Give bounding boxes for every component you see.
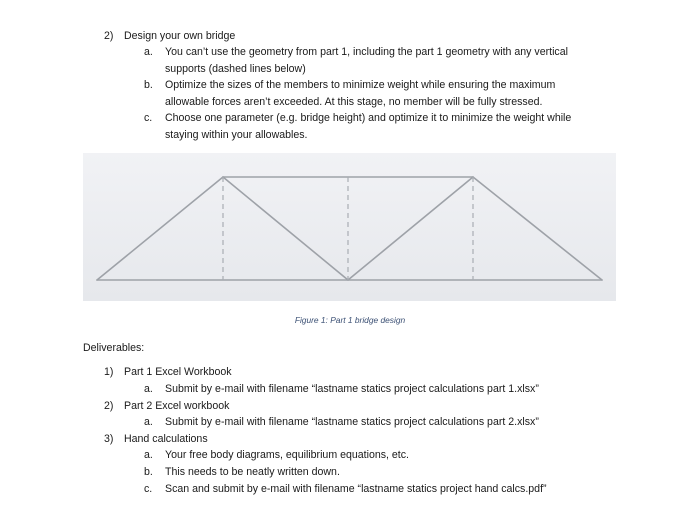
deliverable-3b-marker: b. [144,466,153,478]
item-b-line-2: allowable forces aren’t exceeded. At this stage, no member will be fully stressed. [165,96,543,108]
deliverable-3a-text: Your free body diagrams, equilibrium equations, etc. [165,449,409,461]
bridge-truss-drawing [83,153,616,301]
deliverable-1a-marker: a. [144,383,153,395]
deliverable-3-title: Hand calculations [124,433,208,445]
deliverables-heading: Deliverables: [83,342,145,354]
left-diagonal-inner [223,177,348,280]
right-diagonal-inner [348,177,473,280]
deliverable-3-number: 3) [104,433,114,445]
deliverable-1-title: Part 1 Excel Workbook [124,366,232,378]
left-diagonal-outer [97,177,223,280]
deliverable-2a-text: Submit by e-mail with filename “lastname statics project calculations part 2.xlsx” [165,416,539,428]
item-c-line-1: Choose one parameter (e.g. bridge height) and optimize it to minimize the weight while [165,112,572,124]
deliverable-2-number: 2) [104,400,114,412]
item-b-marker: b. [144,79,153,91]
item-a-line-2: supports (dashed lines below) [165,63,306,75]
item-a-marker: a. [144,46,153,58]
deliverable-2-title: Part 2 Excel workbook [124,400,230,412]
bridge-figure [83,153,616,301]
deliverable-3c-marker: c. [144,483,153,495]
deliverable-3a-marker: a. [144,449,153,461]
item-a-line-1: You can’t use the geometry from part 1, including the part 1 geometry with any vertical [165,46,568,58]
section-2-number: 2) [104,30,114,42]
deliverable-3c-text: Scan and submit by e-mail with filename “lastname statics project hand calcs.pdf” [165,483,547,495]
deliverable-1a-text: Submit by e-mail with filename “lastname statics project calculations part 1.xlsx” [165,383,539,395]
deliverable-2a-marker: a. [144,416,153,428]
item-b-line-1: Optimize the sizes of the members to minimize weight while ensuring the maximum [165,79,556,91]
right-diagonal-outer [473,177,602,280]
section-2-title: Design your own bridge [124,30,236,42]
figure-caption: Figure 1: Part 1 bridge design [294,315,406,325]
item-c-marker: c. [144,112,153,124]
item-c-line-2: staying within your allowables. [165,129,308,141]
deliverable-3b-text: This needs to be neatly written down. [165,466,340,478]
deliverable-1-number: 1) [104,366,114,378]
